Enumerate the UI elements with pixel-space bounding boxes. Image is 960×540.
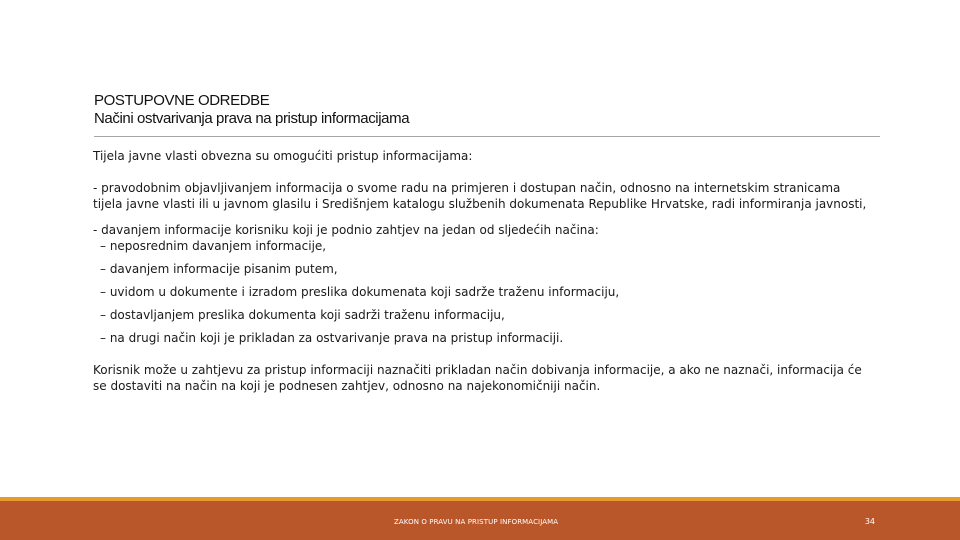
second-way-paragraph: - davanjem informacije korisniku koji je podnio zahtjev na jedan od sljedećih načina: bbox=[93, 223, 599, 237]
title-divider bbox=[94, 136, 880, 137]
list-item: – neposrednim davanjem informacije, bbox=[100, 239, 327, 253]
list-item: – dostavljanjem preslika dokumenta koji sadrži traženu informaciju, bbox=[100, 308, 505, 322]
page-number: 34 bbox=[864, 517, 875, 526]
list-item: – davanjem informacije pisanim putem, bbox=[100, 262, 338, 276]
list-item: – na drugi način koji je prikladan za ostvarivanje prava na pristup informaciji. bbox=[100, 331, 564, 345]
slide-body bbox=[93, 148, 873, 394]
access-methods-list bbox=[93, 238, 873, 346]
intro-paragraph: Tijela javne vlasti obvezna su omogućiti pristup informacijama: bbox=[93, 149, 473, 163]
footer-title: ZAKON O PRAVU NA PRISTUP INFORMACIJAMA bbox=[394, 518, 559, 526]
first-way-paragraph: - pravodobnim objavljivanjem informacija o svome radu na primjeren i dostupan način, odnosno na internetskim stranicama tijela javne vlasti ili u javnom glasilu i Središnjem katalogu službenih dokumenata Republike Hrvatske, radi informiranja javnosti, bbox=[93, 181, 867, 211]
list-item: – uvidom u dokumente i izradom preslika dokumenata koji sadrže traženu informaciju, bbox=[100, 285, 620, 299]
title-heading: POSTUPOVNE ODREDBE bbox=[94, 92, 270, 109]
title-subheading: Načini ostvarivanja prava na pristup informacijama bbox=[94, 110, 410, 127]
slide-title bbox=[94, 92, 880, 128]
closing-paragraph: Korisnik može u zahtjevu za pristup informaciji naznačiti prikladan način dobivanja informacije, a ako ne naznači, informacija će se dostaviti na način na koji je podnesen zahtjev, odnosno na najekonomičniji način. bbox=[93, 363, 862, 393]
